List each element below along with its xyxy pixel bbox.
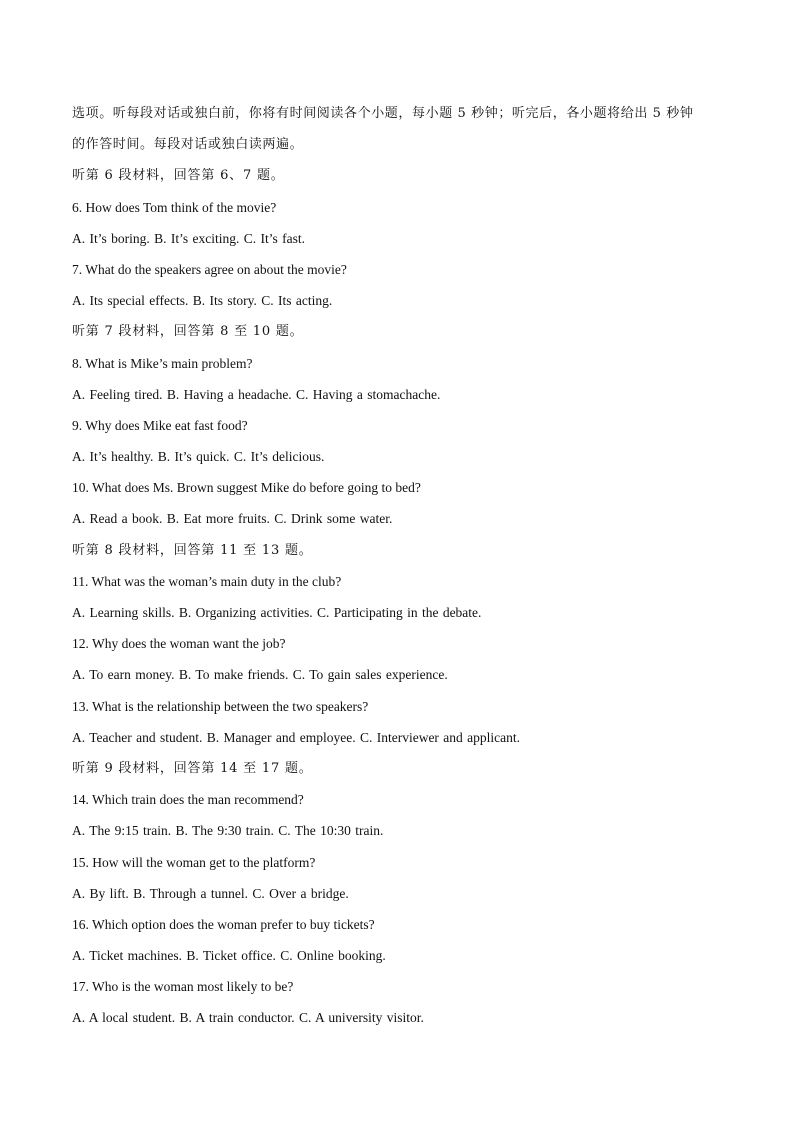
options-12: A. To earn money. B. To make friends. C. To gain sales experience.: [72, 667, 448, 683]
options-14: A. The 9:15 train. B. The 9:30 train. C. The 10:30 train.: [72, 823, 384, 839]
question-9: 9. Why does Mike eat fast food?: [72, 417, 248, 433]
section-heading: 听第 8 段材料，回答第 11 至 13 题。: [72, 542, 313, 558]
options-6: A. It’s boring. B. It’s exciting. C. It’s fast.: [72, 230, 305, 246]
intro-line: 的作答时间。每段对话或独白读两遍。: [72, 137, 304, 153]
question-10: 10. What does Ms. Brown suggest Mike do before going to bed?: [72, 480, 421, 496]
section-8: [72, 535, 732, 753]
options-10: A. Read a book. B. Eat more fruits. C. Drink some water.: [72, 511, 393, 527]
document-page: [72, 98, 732, 1034]
options-13: A. Teacher and student. B. Manager and employee. C. Interviewer and applicant.: [72, 729, 521, 745]
section-heading: 听第 9 段材料，回答第 14 至 17 题。: [72, 760, 313, 776]
options-7: A. Its special effects. B. Its story. C. Its acting.: [72, 293, 333, 309]
options-11: A. Learning skills. B. Organizing activities. C. Participating in the debate.: [72, 605, 482, 620]
section-6: [72, 160, 732, 316]
options-9: A. It’s healthy. B. It’s quick. C. It’s delicious.: [72, 449, 325, 465]
question-6: 6. How does Tom think of the movie?: [72, 199, 277, 215]
question-12: 12. Why does the woman want the job?: [72, 636, 286, 652]
question-17: 17. Who is the woman most likely to be?: [72, 979, 294, 995]
question-14: 14. Which train does the man recommend?: [72, 792, 304, 808]
question-7: 7. What do the speakers agree on about the movie?: [72, 261, 347, 277]
section-heading: 听第 6 段材料，回答第 6、7 题。: [72, 168, 285, 184]
question-8: 8. What is Mike’s main problem?: [72, 355, 253, 371]
question-15: 15. How will the woman get to the platform?: [72, 854, 316, 870]
options-17: A. A local student. B. A train conductor. C. A university visitor.: [72, 1010, 424, 1026]
section-heading: 听第 7 段材料，回答第 8 至 10 题。: [72, 324, 304, 340]
question-16: 16. Which option does the woman prefer to buy tickets?: [72, 916, 375, 932]
question-13: 13. What is the relationship between the two speakers?: [72, 698, 369, 714]
options-8: A. Feeling tired. B. Having a headache. C. Having a stomachache.: [72, 386, 441, 402]
intro-line: 选项。听每段对话或独白前，你将有时间阅读各个小题，每小题 5 秒钟；听完后，各小题将给出 5 秒钟: [72, 106, 694, 121]
options-16: A. Ticket machines. B. Ticket office. C. Online booking.: [72, 948, 386, 964]
section-7: [72, 316, 732, 534]
options-15: A. By lift. B. Through a tunnel. C. Over a bridge.: [72, 885, 349, 901]
question-11: 11. What was the woman’s main duty in the club?: [72, 573, 342, 589]
section-9: [72, 753, 732, 1034]
